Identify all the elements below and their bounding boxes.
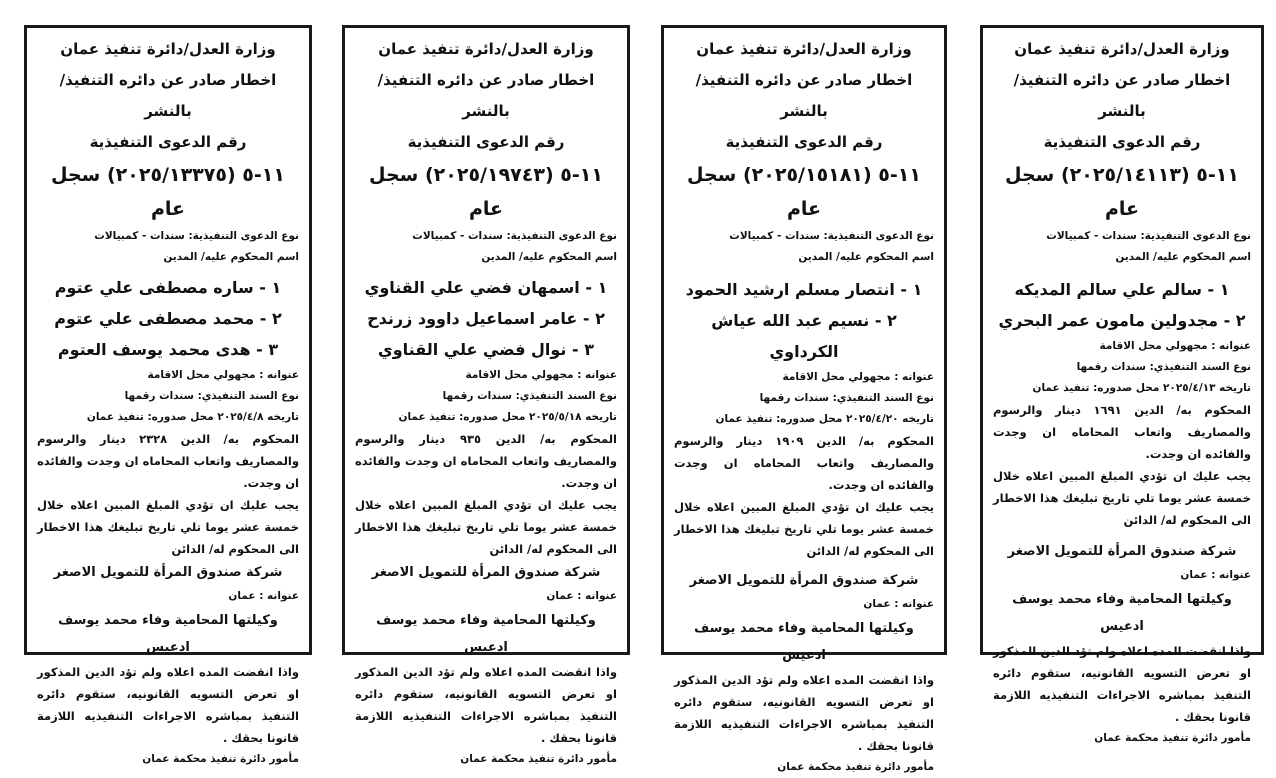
execution-notice-1 (980, 25, 1264, 744)
case-number: ١١-٥ (٢٠٢٥/١٤١١٣) سجل عام (1005, 164, 1239, 220)
deed-date: تاريخه ٢٠٢٥/٤/٨ محل صدوره: تنفيذ عمان (86, 411, 299, 423)
ministry-header: وزارة العدل/دائرة تنفيذ عمان (696, 40, 912, 58)
deed-type: نوع السند التنفيذي: سندات رقمها (124, 390, 299, 402)
address-line: عنوانه : مجهولي محل الاقامة (1099, 340, 1251, 352)
demand-text: يجب عليك ان تؤدي المبلغ المبين اعلاه خلال خمسة عشر يوما تلي تاريخ تبليغك هذا الاخطار الى المحكوم له/ الدائن (674, 500, 934, 558)
amount-text: المحكوم به/ الدين ١٩٠٩ دينار والرسوم والمصاريف واتعاب المحاماه ان وجدت والفائده ان وجدت. (674, 434, 934, 492)
agent-name: وكيلتها المحامية وفاء محمد يوسف ادعيس (376, 613, 596, 655)
debtor-name: ٢ - نسيم عبد الله عياش الكرداوي (711, 311, 897, 361)
case-label: رقم الدعوى التنفيذية (1043, 133, 1201, 151)
debtor-name: ٣ - نوال فضي علي القناوي (378, 340, 594, 359)
demand-text: يجب عليك ان تؤدي المبلغ المبين اعلاه خلال خمسة عشر يوما تلي تاريخ تبليغك هذا الاخطار الى المحكوم له/ الدائن (355, 498, 617, 556)
address-line: عنوانه : مجهولي محل الاقامة (465, 369, 617, 381)
deed-type: نوع السند التنفيذي: سندات رقمها (759, 392, 934, 404)
signature: مأمور دائرة تنفيذ محكمة عمان (460, 753, 617, 765)
demand-text: يجب عليك ان تؤدي المبلغ المبين اعلاه خلال خمسة عشر يوما تلي تاريخ تبليغك هذا الاخطار الى المحكوم له/ الدائن (37, 498, 299, 556)
notice-title: اخطار صادر عن دائره التنفيذ/ بالنشر (695, 71, 913, 120)
demand-text: يجب عليك ان تؤدي المبلغ المبين اعلاه خلال خمسة عشر يوما تلي تاريخ تبليغك هذا الاخطار الى المحكوم له/ الدائن (993, 469, 1251, 527)
amount-text: المحكوم به/ الدين ٢٣٢٨ دينار والرسوم والمصاريف واتعاب المحاماه ان وجدت والفائده ان وجدت. (37, 432, 299, 490)
deed-type: نوع السند التنفيذي: سندات رقمها (442, 390, 617, 402)
debtor-name: ٢ - عامر اسماعيل داوود زرندح (367, 309, 605, 328)
agent-name: وكيلتها المحامية وفاء محمد يوسف ادعيس (694, 621, 914, 663)
ministry-header: وزارة العدل/دائرة تنفيذ عمان (378, 40, 594, 58)
execution-notice-3 (342, 25, 630, 765)
agent-name: وكيلتها المحامية وفاء محمد يوسف ادعيس (1012, 592, 1232, 634)
case-type: نوع الدعوى التنفيذية: سندات - كمبيالات (412, 230, 617, 242)
debtor-name: ١ - اسمهان فضي علي القناوي (364, 278, 608, 297)
debtor-label: اسم المحكوم عليه/ المدين (1115, 251, 1251, 263)
warning-text: واذا انقضت المده اعلاه ولم تؤد الدين المذكور او تعرض التسويه القانونيه، ستقوم دائره التنفيذ بمباشره الاجراءات التنفيذيه اللازمة قانونا بحقك . (993, 644, 1251, 724)
case-label: رقم الدعوى التنفيذية (725, 133, 883, 151)
creditor-name: شركة صندوق المرأة للتمويل الاصغر (689, 573, 919, 588)
agent-name: وكيلتها المحامية وفاء محمد يوسف ادعيس (58, 613, 278, 655)
debtor-name: ٢ - مجدولين مامون عمر البحري (998, 311, 1246, 330)
amount-text: المحكوم به/ الدين ٩٣٥ دينار والرسوم والمصاريف واتعاب المحاماه ان وجدت والفائده ان وجدت. (355, 432, 617, 490)
case-label: رقم الدعوى التنفيذية (407, 133, 565, 151)
creditor-address: عنوانه : عمان (228, 590, 299, 602)
creditor-address: عنوانه : عمان (863, 598, 934, 610)
debtor-label: اسم المحكوم عليه/ المدين (798, 251, 934, 263)
creditor-name: شركة صندوق المرأة للتمويل الاصغر (53, 565, 283, 580)
deed-date: تاريخه ٢٠٢٥/٥/١٨ محل صدوره: تنفيذ عمان (398, 411, 617, 423)
case-number: ١١-٥ (٢٠٢٥/١٣٣٧٥) سجل عام (51, 164, 285, 220)
debtor-name: ٣ - هدى محمد يوسف العتوم (57, 340, 279, 359)
notice-title: اخطار صادر عن دائره التنفيذ/ بالنشر (377, 71, 595, 120)
debtor-name: ١ - انتصار مسلم ارشيد الحمود (685, 280, 923, 299)
case-number: ١١-٥ (٢٠٢٥/١٥١٨١) سجل عام (687, 164, 921, 220)
debtor-name: ١ - سالم علي سالم المديكه (1014, 280, 1230, 299)
case-type: نوع الدعوى التنفيذية: سندات - كمبيالات (729, 230, 934, 242)
case-label: رقم الدعوى التنفيذية (89, 133, 247, 151)
signature: مأمور دائرة تنفيذ محكمة عمان (777, 761, 934, 773)
debtor-name: ١ - ساره مصطفى علي عتوم (54, 278, 282, 297)
deed-date: تاريخه ٢٠٢٥/٤/٢٠ محل صدوره: تنفيذ عمان (715, 413, 934, 425)
creditor-name: شركة صندوق المرأة للتمويل الاصغر (371, 565, 601, 580)
creditor-name: شركة صندوق المرأة للتمويل الاصغر (1007, 544, 1237, 559)
ministry-header: وزارة العدل/دائرة تنفيذ عمان (60, 40, 276, 58)
signature: مأمور دائرة تنفيذ محكمة عمان (142, 753, 299, 765)
debtor-name: ٢ - محمد مصطفى علي عتوم (54, 309, 282, 328)
address-line: عنوانه : مجهولي محل الاقامة (147, 369, 299, 381)
warning-text: واذا انقضت المده اعلاه ولم تؤد الدين المذكور او تعرض التسويه القانونيه، ستقوم دائره التنفيذ بمباشره الاجراءات التنفيذيه اللازمة قانونا بحقك . (37, 665, 299, 745)
execution-notice-4 (24, 25, 312, 765)
notice-title: اخطار صادر عن دائره التنفيذ/ بالنشر (1013, 71, 1231, 120)
amount-text: المحكوم به/ الدين ١٦٩١ دينار والرسوم والمصاريف واتعاب المحاماه ان وجدت والفائده ان وجدت. (993, 403, 1251, 461)
debtor-label: اسم المحكوم عليه/ المدين (163, 251, 299, 263)
execution-notice-2 (661, 25, 947, 773)
case-type: نوع الدعوى التنفيذية: سندات - كمبيالات (1046, 230, 1251, 242)
ministry-header: وزارة العدل/دائرة تنفيذ عمان (1014, 40, 1230, 58)
signature: مأمور دائرة تنفيذ محكمة عمان (1094, 732, 1251, 744)
creditor-address: عنوانه : عمان (1180, 569, 1251, 581)
case-type: نوع الدعوى التنفيذية: سندات - كمبيالات (94, 230, 299, 242)
deed-date: تاريخه ٢٠٢٥/٤/١٣ محل صدوره: تنفيذ عمان (1032, 382, 1251, 394)
case-number: ١١-٥ (٢٠٢٥/١٩٧٤٣) سجل عام (369, 164, 603, 220)
address-line: عنوانه : مجهولي محل الاقامة (782, 371, 934, 383)
creditor-address: عنوانه : عمان (546, 590, 617, 602)
warning-text: واذا انقضت المده اعلاه ولم تؤد الدين المذكور او تعرض التسويه القانونيه، ستقوم دائره التنفيذ بمباشره الاجراءات التنفيذيه اللازمة قانونا بحقك . (674, 673, 934, 753)
debtor-label: اسم المحكوم عليه/ المدين (481, 251, 617, 263)
warning-text: واذا انقضت المده اعلاه ولم تؤد الدين المذكور او تعرض التسويه القانونيه، ستقوم دائره التنفيذ بمباشره الاجراءات التنفيذيه اللازمة قانونا بحقك . (355, 665, 617, 745)
deed-type: نوع السند التنفيذي: سندات رقمها (1076, 361, 1251, 373)
notice-title: اخطار صادر عن دائره التنفيذ/ بالنشر (59, 71, 277, 120)
